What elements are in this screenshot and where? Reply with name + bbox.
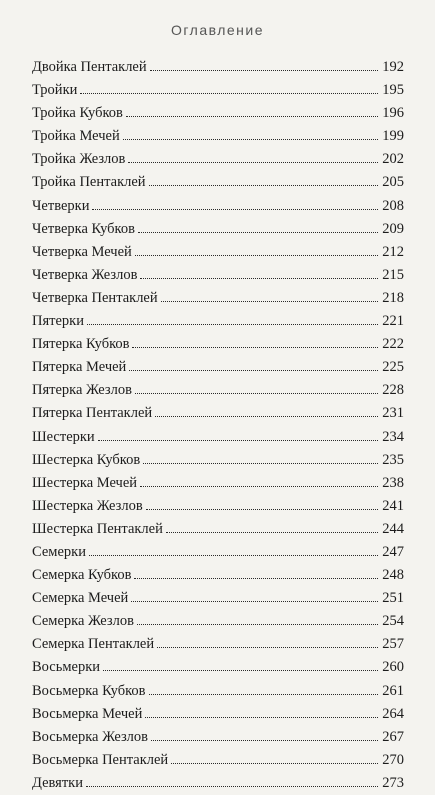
toc-entry — [32, 656, 404, 679]
toc-entry-page-number: 231 — [382, 405, 404, 422]
toc-entry — [32, 125, 404, 148]
toc-entry — [32, 426, 404, 449]
toc-entry — [32, 356, 404, 379]
dot-leader — [129, 369, 378, 371]
toc-entry-page-number: 270 — [382, 751, 404, 768]
toc-entry — [32, 379, 404, 402]
dot-leader — [149, 693, 379, 695]
toc-entry — [32, 703, 404, 726]
dot-leader — [150, 69, 379, 71]
toc-entry-title: Пятерка Кубков — [32, 336, 130, 353]
dot-leader — [128, 161, 378, 163]
toc-entry — [32, 148, 404, 171]
toc-entry — [32, 749, 404, 772]
toc-entry-title: Тройка Мечей — [32, 128, 120, 145]
toc-entry-page-number: 209 — [382, 220, 404, 237]
toc-entry-page-number: 205 — [382, 174, 404, 191]
toc-entry-page-number: 196 — [382, 105, 404, 122]
toc-entry-title: Шестерка Жезлов — [32, 497, 143, 514]
toc-entry — [32, 564, 404, 587]
dot-leader — [146, 508, 379, 510]
toc-entry-title: Тройка Кубков — [32, 105, 123, 122]
toc-entry — [32, 333, 404, 356]
dot-leader — [80, 92, 378, 94]
toc-entry — [32, 171, 404, 194]
toc-entry-title: Четверка Кубков — [32, 220, 135, 237]
toc-entry-title: Четверки — [32, 197, 90, 214]
toc-entry-title: Семерка Мечей — [32, 590, 129, 607]
toc-entry-title: Восьмерка Мечей — [32, 705, 143, 722]
toc-entry-page-number: 248 — [382, 567, 404, 584]
toc-entry-page-number: 254 — [382, 613, 404, 630]
toc-entry-title: Восьмерка Жезлов — [32, 728, 149, 745]
toc-entry-page-number: 234 — [382, 428, 404, 445]
dot-leader — [161, 300, 379, 302]
toc-entry-title: Девятки — [32, 774, 83, 791]
toc-entry — [32, 472, 404, 495]
toc-entry — [32, 610, 404, 633]
dot-leader — [145, 716, 378, 718]
toc-entry — [32, 310, 404, 333]
toc-entry-page-number: 244 — [382, 520, 404, 537]
toc-entry-title: Пятерки — [32, 313, 84, 330]
toc-entry-title: Семерка Кубков — [32, 567, 132, 584]
toc-entry-page-number: 235 — [382, 451, 404, 468]
toc-entry — [32, 633, 404, 656]
toc-entry — [32, 680, 404, 703]
toc-entry-title: Четверка Мечей — [32, 243, 132, 260]
toc-entry — [32, 726, 404, 749]
toc-entry — [32, 402, 404, 425]
toc-entry-title: Восьмерка Пентаклей — [32, 751, 169, 768]
toc-entry — [32, 241, 404, 264]
dot-leader — [131, 600, 378, 602]
toc-entry-page-number: 264 — [382, 705, 404, 722]
dot-leader — [140, 277, 378, 279]
toc-entry — [32, 772, 404, 795]
dot-leader — [138, 231, 378, 233]
toc-entry — [32, 56, 404, 79]
dot-leader — [143, 462, 378, 464]
toc-entry — [32, 264, 404, 287]
dot-leader — [92, 208, 378, 210]
toc-entry-title: Тройка Пентаклей — [32, 174, 146, 191]
dot-leader — [98, 439, 379, 441]
dot-leader — [140, 485, 378, 487]
toc-entry-title: Двойка Пентаклей — [32, 59, 147, 75]
dot-leader — [171, 762, 378, 764]
toc-entry-page-number: 261 — [382, 682, 404, 699]
toc-entry-title: Семерки — [32, 543, 86, 560]
toc-entry-title: Шестерка Мечей — [32, 474, 138, 491]
toc-entry-page-number: 215 — [382, 266, 404, 283]
dot-leader — [86, 785, 378, 787]
table-of-contents — [32, 56, 404, 795]
toc-entry — [32, 195, 404, 218]
toc-entry-title: Семерка Пентаклей — [32, 636, 155, 653]
toc-entry-page-number: 267 — [382, 728, 404, 745]
dot-leader — [134, 577, 378, 579]
toc-entry-page-number: 202 — [382, 151, 404, 168]
dot-leader — [137, 623, 378, 625]
toc-entry-page-number: 221 — [382, 313, 404, 330]
dot-leader — [166, 531, 378, 533]
toc-entry-page-number: 260 — [382, 659, 404, 676]
dot-leader — [149, 184, 379, 186]
toc-entry — [32, 218, 404, 241]
toc-entry-title: Шестерка Кубков — [32, 451, 141, 468]
toc-entry-title: Тройка Жезлов — [32, 151, 126, 168]
toc-entry-page-number: 273 — [382, 774, 404, 791]
dot-leader — [135, 392, 378, 394]
toc-entry-page-number: 228 — [382, 382, 404, 399]
toc-entry-title: Четверка Пентаклей — [32, 289, 158, 306]
dot-leader — [126, 115, 378, 117]
toc-entry — [32, 541, 404, 564]
toc-entry-title: Восьмерки — [32, 659, 100, 676]
page-title: Оглавление — [170, 22, 265, 38]
toc-entry-page-number: 218 — [382, 289, 404, 306]
toc-entry — [32, 587, 404, 610]
toc-entry-page-number: 241 — [382, 497, 404, 514]
toc-entry-page-number: 238 — [382, 474, 404, 491]
toc-entry — [32, 102, 404, 125]
toc-entry-title: Пятерка Пентаклей — [32, 405, 153, 422]
dot-leader — [151, 739, 378, 741]
dot-leader — [157, 646, 378, 648]
toc-entry — [32, 449, 404, 472]
dot-leader — [89, 554, 378, 556]
toc-entry-page-number: 212 — [382, 243, 404, 260]
toc-entry-title: Восьмерка Кубков — [32, 682, 146, 699]
toc-entry-page-number: 247 — [382, 543, 404, 560]
toc-entry-page-number: 222 — [382, 336, 404, 353]
dot-leader — [87, 323, 378, 325]
toc-entry — [32, 287, 404, 310]
toc-entry-page-number: 208 — [382, 197, 404, 214]
toc-entry-title: Четверка Жезлов — [32, 266, 138, 283]
dot-leader — [132, 346, 378, 348]
toc-entry-page-number: 195 — [382, 82, 404, 99]
dot-leader — [123, 138, 379, 140]
dot-leader — [135, 254, 378, 256]
toc-entry-page-number: 257 — [382, 636, 404, 653]
toc-entry-page-number: 199 — [382, 128, 404, 145]
toc-entry-title: Тройки — [32, 82, 78, 99]
toc-entry-title: Шестерки — [32, 428, 95, 445]
toc-entry-page-number: 251 — [382, 590, 404, 607]
toc-entry-page-number: 225 — [382, 359, 404, 376]
toc-entry — [32, 518, 404, 541]
toc-entry — [32, 495, 404, 518]
toc-entry — [32, 79, 404, 102]
toc-entry-title: Пятерка Мечей — [32, 359, 127, 376]
toc-entry-title: Пятерка Жезлов — [32, 382, 132, 399]
toc-entry-title: Шестерка Пентаклей — [32, 520, 163, 537]
dot-leader — [155, 415, 378, 417]
dot-leader — [103, 669, 378, 671]
toc-entry-page-number: 192 — [382, 59, 404, 75]
toc-entry-title: Семерка Жезлов — [32, 613, 134, 630]
